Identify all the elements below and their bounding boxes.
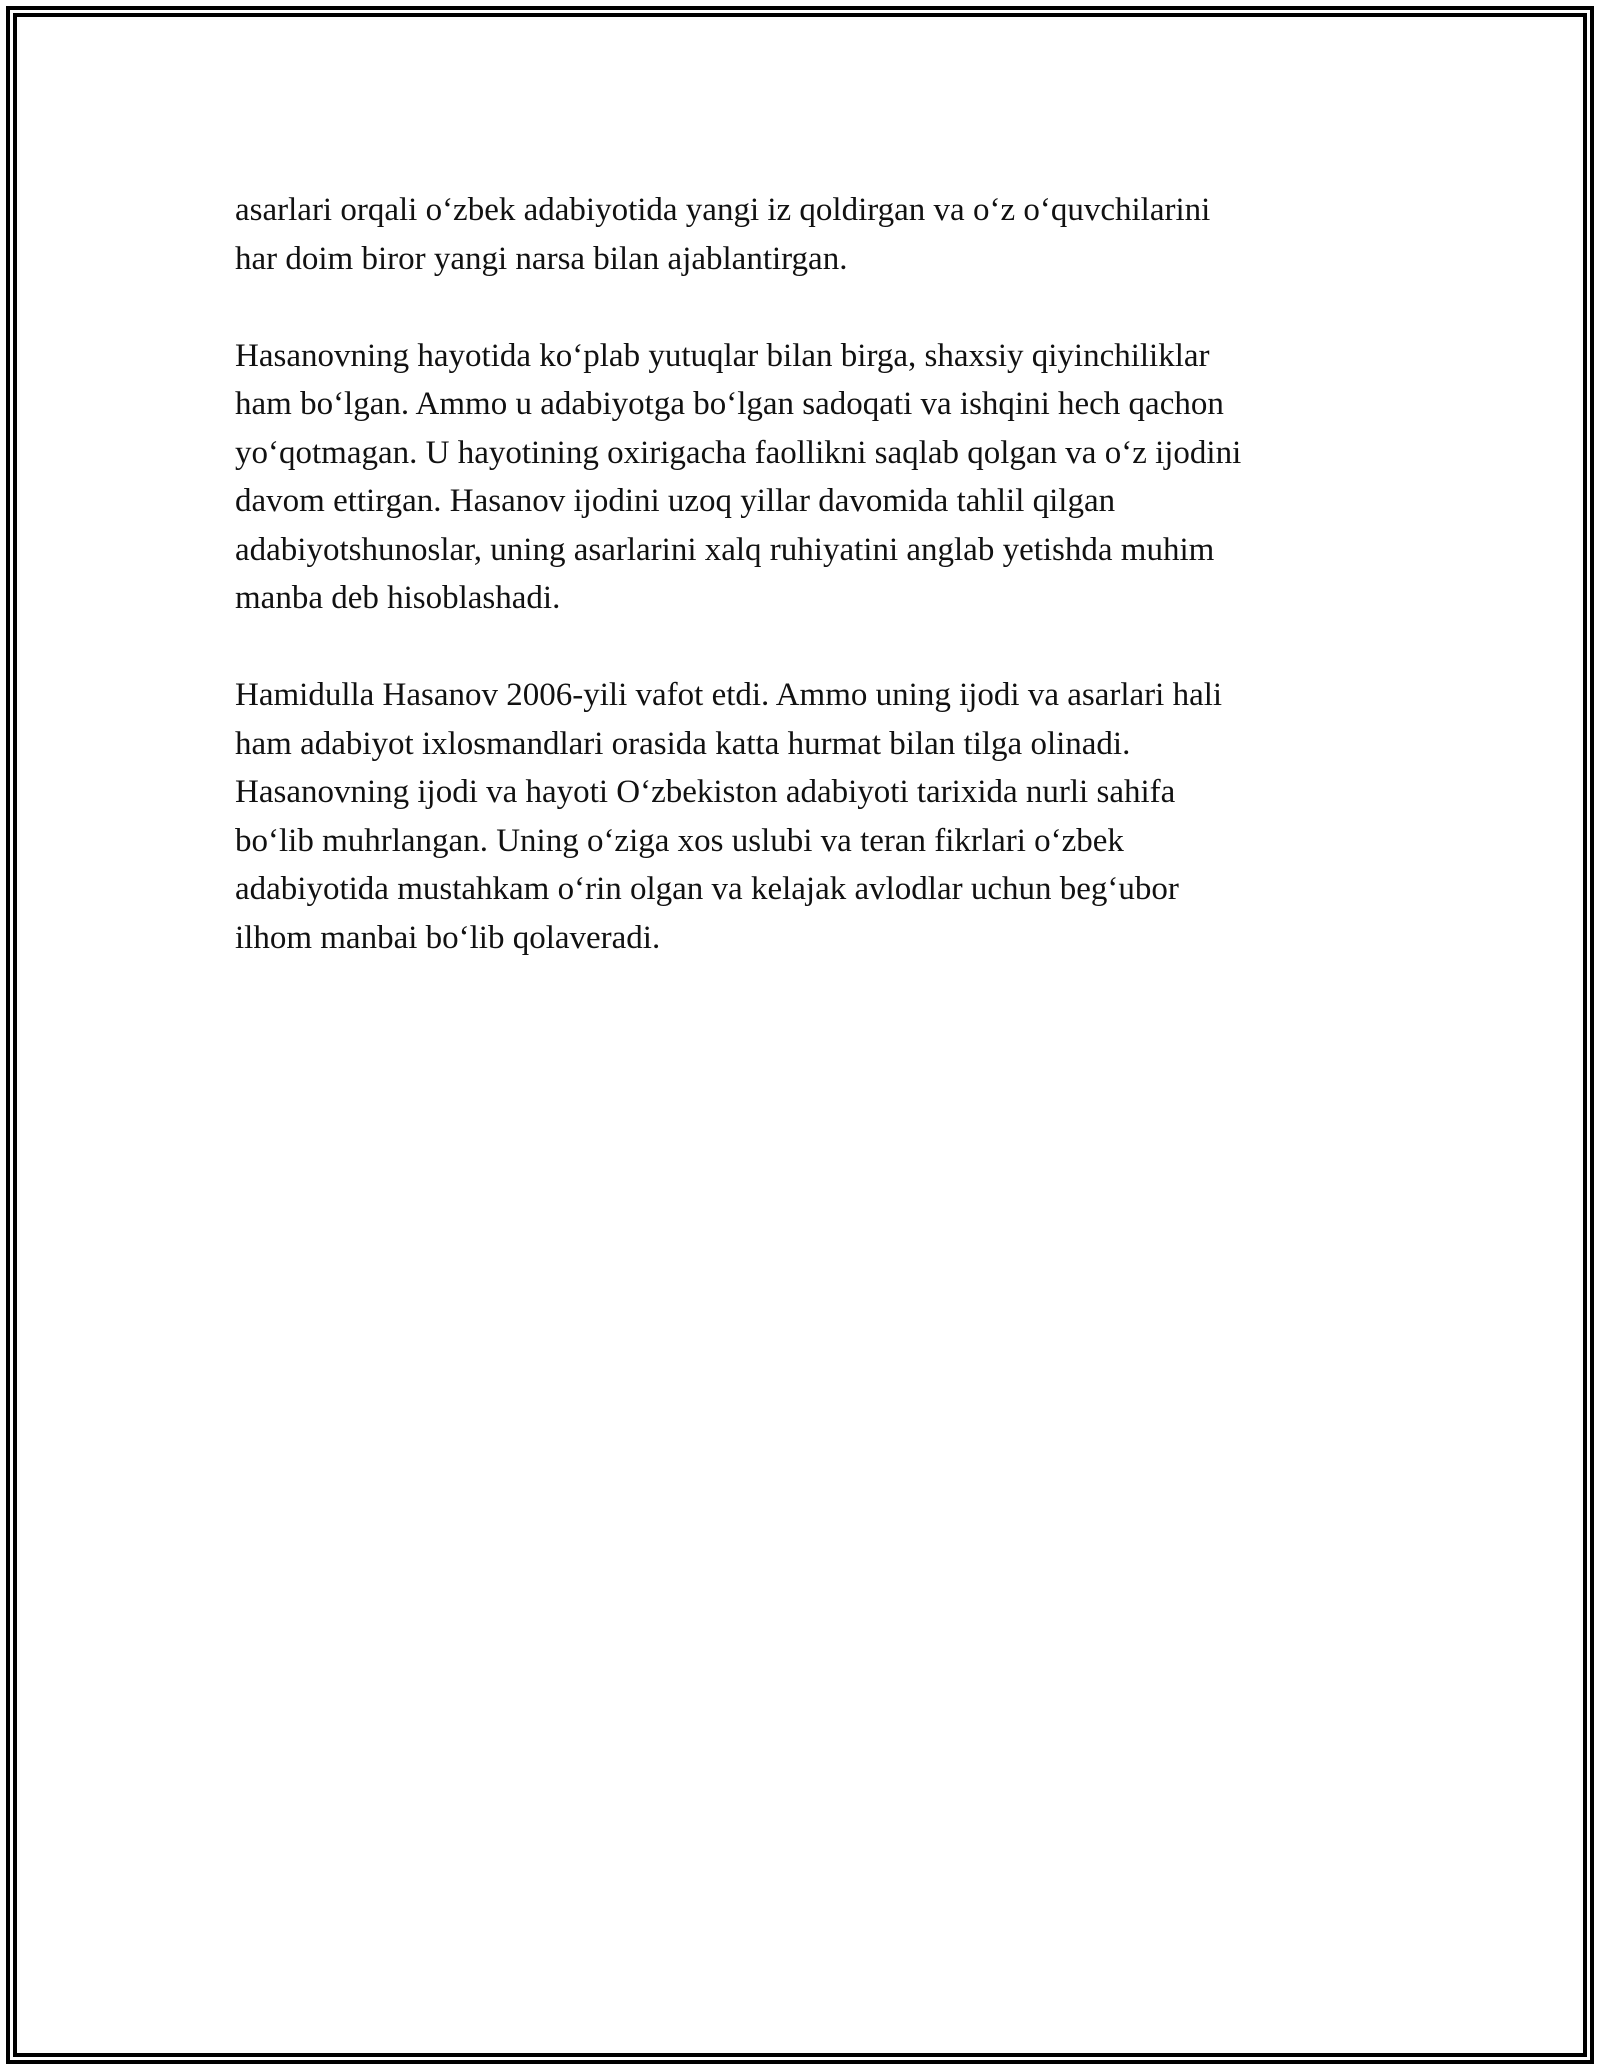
text-line: adabiyotshunoslar, uning asarlarini xalq ruhiyatini anglab yetishda muhim xyxy=(235,531,1215,568)
text-line: har doim biror yangi narsa bilan ajablantirgan. xyxy=(235,240,848,277)
text-line: Hasanovning ijodi va hayoti O‘zbekiston adabiyoti tarixida nurli sahifa xyxy=(235,774,1176,810)
paragraph-1 xyxy=(235,186,1375,283)
text-line: asarlari orqali o‘zbek adabiyotida yangi iz qoldirgan va o‘z o‘quvchilarini xyxy=(235,192,1211,228)
text-line: bo‘lib muhrlangan. Uning o‘ziga xos uslubi va teran fikrlari o‘zbek xyxy=(235,822,1124,859)
text-line: ilhom manbai bo‘lib qolaveradi. xyxy=(235,919,661,956)
text-line: ham bo‘lgan. Ammo u adabiyotga bo‘lgan sadoqati va ishqini hech qachon xyxy=(235,386,1224,422)
text-line: ham adabiyot ixlosmandlari orasida katta hurmat bilan tilga olinadi. xyxy=(235,725,1131,762)
document-body xyxy=(235,186,1375,1011)
text-line: adabiyotida mustahkam o‘rin olgan va kelajak avlodlar uchun beg‘ubor xyxy=(235,871,1179,907)
text-line: Hamidulla Hasanov 2006-yili vafot etdi. Ammo uning ijodi va asarlari hali xyxy=(235,677,1223,713)
paragraph-3 xyxy=(235,671,1375,962)
text-line: Hasanovning hayotida ko‘plab yutuqlar bilan birga, shaxsiy qiyinchiliklar xyxy=(235,337,1210,374)
text-line: davom ettirgan. Hasanov ijodini uzoq yillar davomida tahlil qilgan xyxy=(235,483,1116,519)
text-line: manba deb hisoblashadi. xyxy=(235,580,561,616)
paragraph-2 xyxy=(235,332,1375,623)
text-line: yo‘qotmagan. U hayotining oxirigacha faollikni saqlab qolgan va o‘z ijodini xyxy=(235,434,1242,471)
